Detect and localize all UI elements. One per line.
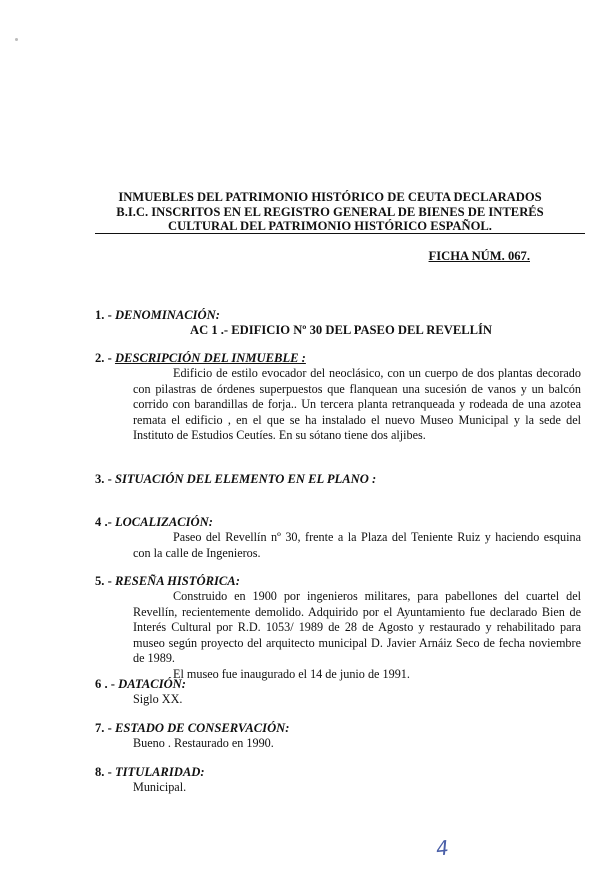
header-line-1: INMUEBLES DEL PATRIMONIO HISTÓRICO DE CEUTA DECLARADOS [118,190,542,204]
section-7-title: ESTADO DE CONSERVACIÓN: [114,721,290,735]
header-rule [95,233,585,234]
section-8-number: 8. - [95,765,112,779]
section-3-number: 3. - [95,472,112,486]
section-8-text: Municipal. [133,780,187,794]
scan-speck [15,38,18,41]
section-8-heading [95,765,205,780]
section-5-text-2: El museo fue inaugurado el 14 de junio de 1991. [173,666,410,681]
section-7-number: 7. - [95,721,112,735]
section-4-title: LOCALIZACIÓN: [114,515,213,529]
ficha-number: FICHA NÚM. 067. [428,249,530,263]
section-1-heading [95,308,220,323]
section-5-title: RESEÑA HISTÓRICA: [114,574,240,588]
section-1-number: 1. - [95,308,112,322]
section-3-heading [95,472,376,487]
section-7-text: Bueno . Restaurado en 1990. [133,736,274,750]
section-6-text: Siglo XX. [133,692,183,706]
section-4-number: 4 .- [95,515,112,529]
section-8-title: TITULARIDAD: [114,765,205,779]
section-4-text: Paseo del Revellín nº 30, frente a la Plaza del Teniente Ruiz y haciendo esquina con la calle de Ingenieros. [133,530,581,560]
section-6-title: DATACIÓN: [118,677,186,691]
section-6-heading [95,677,186,692]
section-2-number: 2. - [95,351,112,365]
section-2-heading [95,351,306,366]
section-1-title: DENOMINACIÓN: [114,308,220,322]
section-4-heading [95,515,213,530]
section-2-title: DESCRIPCIÓN DEL INMUEBLE : [114,351,306,365]
section-7-heading [95,721,289,736]
section-6-number: 6 . - [95,677,115,691]
header-line-2: B.I.C. INSCRITOS EN EL REGISTRO GENERAL DE BIENES DE INTERÉS [116,205,544,219]
header-line-3: CULTURAL DEL PATRIMONIO HISTÓRICO ESPAÑOL. [168,219,492,233]
section-2-text: Edificio de estilo evocador del neoclásico, con un cuerpo de dos plantas decorado con pilastras de órdenes superpuestos que flanquean una sucesión de vanos y un balcón corrido con barandillas de forja.. Un tercera planta retranqueada y rodeada de una azotea remata el edificio , en el que se ha instalado el nuevo Museo Municipal y la sede del Instituto de Estudios Ceutíes. En su sótano tiene dos aljibes. [133,366,581,442]
section-5-text-1: Construido en 1900 por ingenieros militares, para pabellones del cuartel del Revellín, recientemente demolido. Adquirido por el Ayuntamiento fue declarado Bien de Interés Cultural por R.D. 1053/ 1989 de 28 de Agosto y restaurado y rehabilitado para museo según proyecto del arquitecto municipal D. Javier Arnáiz Seco de fecha noviembre de 1989. [133,589,581,665]
section-3-title: SITUACIÓN DEL ELEMENTO EN EL PLANO : [114,472,377,486]
section-5-body [133,589,581,682]
section-1-denomination: AC 1 .- EDIFICIO Nº 30 DEL PASEO DEL REVELLÍN [190,323,493,337]
page-number: 4 [434,835,450,861]
section-5-number: 5. - [95,574,112,588]
section-5-heading [95,574,240,589]
